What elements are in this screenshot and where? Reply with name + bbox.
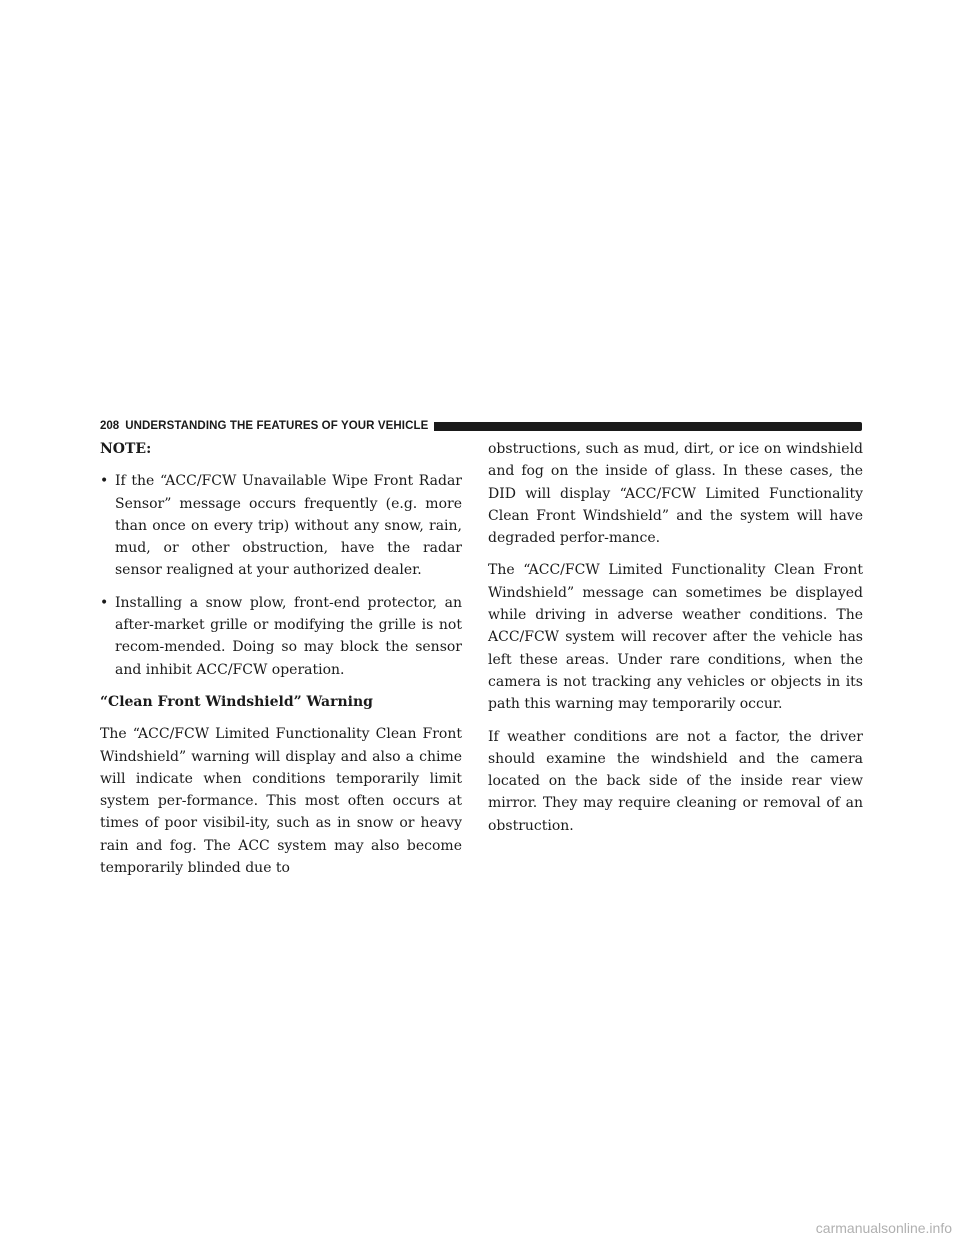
bullet-text: If the “ACC/FCW Unavailable Wipe Front Radar Sensor” message occurs frequently (e.g. more than once on every trip) without any snow, rain, mud, or other obstruction, have the radar sensor realigned at your authorized dealer. [115,473,462,579]
body-paragraph: The “ACC/FCW Limited Functionality Clean Front Windshield” message can sometimes be displayed while driving in adverse weather conditions. The ACC/FCW system will recover after the vehicle has left these areas. Under rare conditions, when the camera is not tracking any vehicles or objects in its path this warning may temporarily occur. [488,562,863,713]
watermark-link[interactable]: carmanualsonline.info [815,1220,952,1236]
note-label: NOTE: [100,441,152,457]
section-heading: “Clean Front Windshield” Warning [100,693,373,710]
left-column [100,438,462,889]
page-number: 208 [100,420,120,432]
section-title: UNDERSTANDING THE FEATURES OF YOUR VEHICLE [125,420,429,432]
list-item [100,470,462,581]
right-column [488,438,863,847]
body-paragraph: If weather conditions are not a factor, the driver should examine the windshield and the camera located on the back side of the inside rear view mirror. They may require cleaning or removal of an obstruction. [488,728,863,834]
body-paragraph: obstructions, such as mud, dirt, or ice on windshield and fog on the inside of glass. In these cases, the DID will display “ACC/FCW Limited Functionality Clean Front Windshield” and the system will have degraded perfor-mance. [488,441,863,547]
bullet-icon: • [100,473,109,490]
body-paragraph: The “ACC/FCW Limited Functionality Clean Front Windshield” warning will display and also a chime will indicate when conditions temporarily limit system per-formance. This most often occurs at times of poor visibil-ity, such as in snow or heavy rain and fog. The ACC system may also become temporarily blinded due to [100,726,462,877]
note-bullet-list [100,470,462,681]
header-rule [434,422,862,431]
page-header [100,419,862,433]
bullet-icon: • [100,594,109,611]
bullet-text: Installing a snow plow, front-end protector, an after-market grille or modifying the grille is not recom-mended. Doing so may block the sensor and inhibit ACC/FCW operation. [115,594,462,678]
list-item [100,592,462,681]
